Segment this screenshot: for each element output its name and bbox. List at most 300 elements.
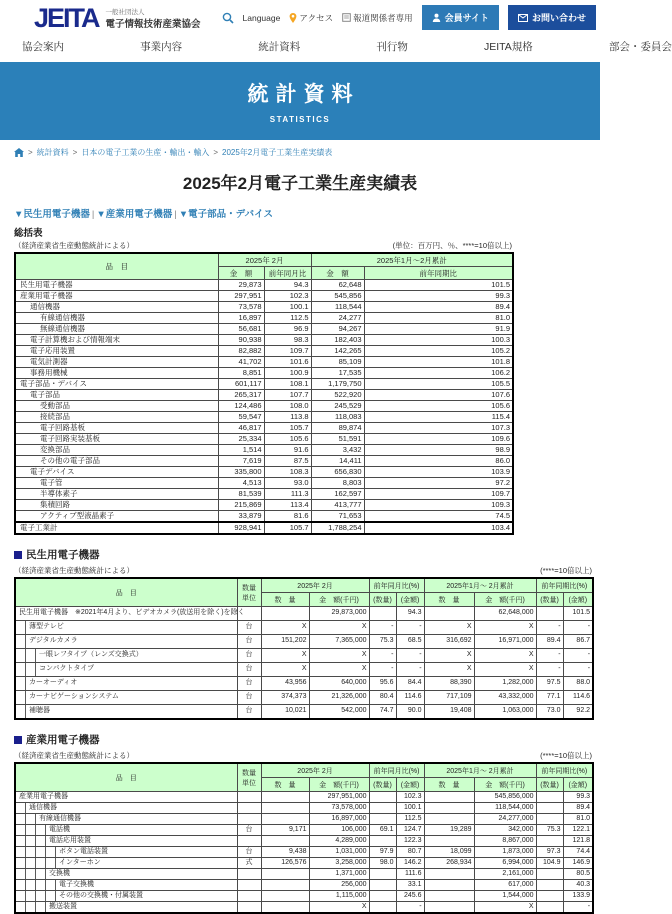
table-row [15, 691, 593, 705]
cell-value: - [369, 621, 396, 635]
indent-line [36, 858, 46, 868]
cell-value: 335,800 [218, 467, 264, 478]
cell-value: 297,951,000 [309, 792, 369, 803]
cell-value: 100.9 [264, 368, 311, 379]
home-icon[interactable] [14, 148, 24, 157]
indent-line [16, 803, 26, 813]
cell-value: 107.3 [364, 423, 513, 434]
cell-value: 109.7 [364, 489, 513, 500]
breadcrumb [14, 147, 600, 158]
cell-value: 100.3 [364, 335, 513, 346]
cell-value: 74.4 [563, 847, 593, 858]
cell-value: 162,597 [311, 489, 364, 500]
location-pin-icon [289, 13, 297, 23]
cell-value [536, 880, 563, 891]
nav-item-4[interactable]: 刊行物 [376, 41, 408, 53]
row-label: 無線通信機器 [15, 324, 218, 335]
cell-value: 97.2 [364, 478, 513, 489]
row-label: 半導体素子 [15, 489, 218, 500]
indent-line [26, 880, 36, 890]
source-note: （経済産業省生産動態統計による） [14, 241, 134, 250]
cell-value: 124.7 [396, 825, 424, 836]
cell-value: 108.3 [264, 467, 311, 478]
row-label: 電話機 [15, 825, 237, 836]
row-label: 電子応用装置 [15, 346, 218, 357]
cell-value: 62,648,000 [474, 607, 536, 621]
cell-value: 99.3 [364, 291, 513, 302]
row-label: 事務用機械 [15, 368, 218, 379]
table-row [15, 607, 593, 621]
row-label: 電子管 [15, 478, 218, 489]
cell-value: X [309, 663, 369, 677]
cell-value: 8,867,000 [474, 836, 536, 847]
cell-value: 105.6 [264, 434, 311, 445]
cell-value: - [396, 663, 424, 677]
cell-value [369, 792, 396, 803]
indent-line [26, 891, 36, 901]
nav-item-1[interactable]: 協会案内 [22, 41, 64, 53]
cell-value [424, 803, 474, 814]
cell-value: 73,578 [218, 302, 264, 313]
row-label: 電話応用装置 [15, 836, 237, 847]
access-link[interactable]: アクセス [289, 12, 333, 24]
nav-item-3[interactable]: 統計資料 [258, 41, 301, 53]
col-feb: 2025年 2月 [218, 253, 311, 267]
cell-value [261, 607, 309, 621]
table-row [15, 858, 593, 869]
cell-value: 94.3 [264, 280, 311, 291]
cell-value: 102.3 [264, 291, 311, 302]
cell-value [536, 792, 563, 803]
logo-wordmark: JEITA [34, 3, 99, 33]
cell-value [369, 607, 396, 621]
hero-title: 統計資料 [247, 83, 360, 106]
table-row [15, 869, 593, 880]
table-row [15, 635, 593, 649]
cell-value: 7,365,000 [309, 635, 369, 649]
cell-value: 97.3 [536, 847, 563, 858]
indent-line [36, 825, 46, 835]
table-row [15, 621, 593, 635]
cell-value: 297,951 [218, 291, 264, 302]
cell-value: 118,544,000 [474, 803, 536, 814]
cell-value: 113.4 [264, 500, 311, 511]
cell-value: - [563, 902, 593, 914]
cell-value: 268,934 [424, 858, 474, 869]
cell-value: 99.3 [563, 792, 593, 803]
indent-line [16, 621, 26, 634]
cell-value: 8,803 [311, 478, 364, 489]
row-label: デジタルカメラ [15, 635, 237, 649]
indent-line [46, 891, 56, 901]
cell-value: 8,851 [218, 368, 264, 379]
cell-value: 522,920 [311, 390, 364, 401]
hero-subtitle: STATISTICS [269, 115, 331, 124]
section-square-icon [14, 736, 22, 744]
cell-value: 17,535 [311, 368, 364, 379]
cell-value: 94,267 [311, 324, 364, 335]
cell-value: 86.7 [563, 635, 593, 649]
cell-value: 74.5 [364, 511, 513, 523]
site-header [0, 0, 672, 62]
cell-value: - [563, 663, 593, 677]
cell-value [536, 607, 563, 621]
cell-value: 112.5 [264, 313, 311, 324]
press-link[interactable]: 報道関係者専用 [342, 12, 413, 24]
cell-value: 122.3 [396, 836, 424, 847]
cell-value [536, 803, 563, 814]
cell-value: 96.9 [264, 324, 311, 335]
anchor-link-1[interactable]: ▼民生用電子機器 [14, 209, 90, 220]
indent-line [26, 814, 36, 824]
row-label: 民生用電子機器 ※2021年4月より、ビデオカメラ(放送用を除く)を除く [15, 607, 237, 621]
row-label: 一眼レフタイプ（レンズ交換式） [15, 649, 237, 663]
contact-button[interactable]: お問い合わせ [508, 5, 596, 30]
cell-unit [237, 836, 261, 847]
cell-value: X [474, 649, 536, 663]
indent-line [16, 858, 26, 868]
cell-value: 640,000 [309, 677, 369, 691]
breadcrumb-link[interactable]: 2025年2月電子工業生産実績表 [222, 148, 333, 157]
cell-value [369, 814, 396, 825]
indent-line [26, 649, 36, 662]
cell-value [369, 836, 396, 847]
row-label: 接続部品 [15, 412, 218, 423]
anchor-separator: | [91, 209, 95, 220]
cell-value: 1,371,000 [309, 869, 369, 880]
cell-value: 29,873,000 [309, 607, 369, 621]
cell-value: 43,332,000 [474, 691, 536, 705]
cell-value: 81,539 [218, 489, 264, 500]
cell-value: - [563, 621, 593, 635]
cell-value: 342,000 [474, 825, 536, 836]
cell-value: 126,576 [261, 858, 309, 869]
table-row [15, 902, 593, 914]
row-label: カーオーディオ [15, 677, 237, 691]
indent-line [16, 825, 26, 835]
cell-value: 75.3 [536, 825, 563, 836]
anchor-separator: | [174, 209, 177, 220]
cell-value: X [309, 649, 369, 663]
cell-value: 105.5 [364, 379, 513, 390]
summary-row [15, 467, 513, 478]
cell-value: 101.5 [364, 280, 513, 291]
cell-value: 717,109 [424, 691, 474, 705]
cell-value: X [309, 621, 369, 635]
cell-value: 151,202 [261, 635, 309, 649]
cell-value [261, 803, 309, 814]
cell-value: - [369, 663, 396, 677]
indent-line [46, 847, 56, 857]
cell-value: 7,619 [218, 456, 264, 467]
cell-value: - [396, 621, 424, 635]
cell-value: 80.4 [369, 691, 396, 705]
cell-value: 111.3 [264, 489, 311, 500]
cell-value: 1,282,000 [474, 677, 536, 691]
indent-line [16, 691, 26, 704]
cell-unit: 台 [237, 663, 261, 677]
cell-value: 18,099 [424, 847, 474, 858]
cell-value: 113.8 [264, 412, 311, 423]
cell-value: 84.4 [396, 677, 424, 691]
cell-value [536, 814, 563, 825]
cell-value: 9,438 [261, 847, 309, 858]
breadcrumb-link[interactable]: 統計資料 [36, 148, 69, 157]
indent-line [46, 858, 56, 868]
row-label: 電子部品 [15, 390, 218, 401]
indent-line [26, 869, 36, 879]
cell-unit: 台 [237, 847, 261, 858]
table-row [15, 880, 593, 891]
row-label: 補聴器 [15, 705, 237, 720]
indent-line [46, 880, 56, 890]
row-label: その他の交換機・付属装置 [15, 891, 237, 902]
cell-value: 71,653 [311, 511, 364, 523]
cell-value: 90.0 [396, 705, 424, 720]
cell-value: 4,289,000 [309, 836, 369, 847]
section-square-icon [14, 551, 22, 559]
cell-value: 80.5 [563, 869, 593, 880]
nav-item-6[interactable]: 部会・委員会 [608, 41, 672, 53]
cell-value: X [424, 663, 474, 677]
cell-value [424, 607, 474, 621]
cell-value: 102.3 [396, 792, 424, 803]
summary-row [15, 357, 513, 368]
indent-line [26, 858, 36, 868]
cell-value: 29,873 [218, 280, 264, 291]
cell-value: 88.0 [563, 677, 593, 691]
anchor-links [14, 206, 600, 220]
cell-value: 1,031,000 [309, 847, 369, 858]
col-item: 品 目 [15, 253, 218, 280]
indent-line [16, 869, 26, 879]
search-button[interactable] [222, 12, 234, 24]
nav-item-2[interactable]: 事業内容 [140, 41, 183, 53]
search-icon [222, 12, 234, 24]
indent-line [16, 677, 26, 690]
cell-value [369, 803, 396, 814]
indent-line [16, 649, 26, 662]
cell-value: 9,171 [261, 825, 309, 836]
col-amount: 金 額 [218, 267, 264, 280]
cell-value: 87.5 [264, 456, 311, 467]
cell-value: 115.4 [364, 412, 513, 423]
cell-value: 98.9 [364, 445, 513, 456]
cell-value: 142,265 [311, 346, 364, 357]
cell-value: 97.9 [369, 847, 396, 858]
indent-line [26, 847, 36, 857]
cell-value: 105.7 [264, 423, 311, 434]
cell-value [424, 814, 474, 825]
anchor-link-2[interactable]: ▼産業用電子機器 [96, 209, 173, 220]
cell-unit [237, 869, 261, 880]
star-note: (****=10倍以上) [540, 566, 592, 575]
cell-value: 374,373 [261, 691, 309, 705]
table-row [15, 677, 593, 691]
jeita-logo[interactable] [34, 5, 201, 32]
cell-value [536, 902, 563, 914]
cell-value: 14,411 [311, 456, 364, 467]
cell-value: 81.6 [264, 511, 311, 523]
mail-icon [518, 14, 528, 22]
row-label: 集積回路 [15, 500, 218, 511]
indent-line [36, 836, 46, 846]
indent-line [36, 902, 46, 912]
summary-table-title: 総括表 [14, 228, 43, 239]
row-label: コンパクトタイプ [15, 663, 237, 677]
cell-value [261, 902, 309, 914]
row-label: 産業用電子機器 [15, 291, 218, 302]
cell-value: 69.1 [369, 825, 396, 836]
summary-row [15, 324, 513, 335]
cell-unit: 台 [237, 705, 261, 720]
row-label: 有線通信機器 [15, 313, 218, 324]
cell-value: 89.4 [364, 302, 513, 313]
cell-value: 97.5 [536, 677, 563, 691]
cell-value: 1,063,000 [474, 705, 536, 720]
indent-line [16, 891, 26, 901]
indent-line [26, 902, 36, 912]
row-label: アクティブ型液晶素子 [15, 511, 218, 523]
row-label: 産業用電子機器 [15, 792, 237, 803]
indent-line [26, 663, 36, 676]
table-row [15, 649, 593, 663]
summary-row [15, 489, 513, 500]
row-label: 交換機 [15, 869, 237, 880]
cell-value: 245.6 [396, 891, 424, 902]
col-cum: 2025年1月～2月累計 [311, 253, 513, 267]
summary-row [15, 434, 513, 445]
cell-value: 41,702 [218, 357, 264, 368]
cell-value: 146.9 [563, 858, 593, 869]
cell-value: 56,681 [218, 324, 264, 335]
member-site-button[interactable]: 会員サイト [422, 5, 499, 30]
cell-value: X [474, 902, 536, 914]
anchor-link-3[interactable]: ▼電子部品・デバイス [178, 209, 273, 220]
cell-unit [237, 891, 261, 902]
cell-value: - [369, 649, 396, 663]
summary-row [15, 346, 513, 357]
cell-value: 101.5 [563, 607, 593, 621]
cell-value: 82,882 [218, 346, 264, 357]
cell-value: 121.8 [563, 836, 593, 847]
cell-value: 10,021 [261, 705, 309, 720]
industrial-notes [14, 750, 592, 761]
row-label: 電子交換機 [15, 880, 237, 891]
summary-row [15, 500, 513, 511]
summary-row [15, 445, 513, 456]
row-label: 通信機器 [15, 803, 237, 814]
summary-row [15, 401, 513, 412]
cell-unit [237, 792, 261, 803]
cell-value: 6,994,000 [474, 858, 536, 869]
cell-value: 16,971,000 [474, 635, 536, 649]
cell-value: 118,544 [311, 302, 364, 313]
cell-value: 81.0 [563, 814, 593, 825]
person-icon [432, 13, 441, 22]
cell-value: 40.3 [563, 880, 593, 891]
cell-value: 1,115,000 [309, 891, 369, 902]
cell-value: 43,956 [261, 677, 309, 691]
cell-unit [237, 880, 261, 891]
breadcrumb-separator: > [72, 148, 78, 157]
consumer-notes [14, 565, 592, 576]
indent-line [16, 705, 26, 718]
breadcrumb-link[interactable]: 日本の電子工業の生産・輸出・輸入 [81, 148, 210, 157]
cell-value [424, 869, 474, 880]
table-row [15, 803, 593, 814]
source-note: （経済産業省生産動態統計による） [14, 566, 134, 575]
summary-row [15, 478, 513, 489]
table-row [15, 825, 593, 836]
cell-value: 91.9 [364, 324, 513, 335]
nav-item-5[interactable]: JEITA規格 [484, 41, 533, 53]
cell-value: 3,432 [311, 445, 364, 456]
cell-value: 413,777 [311, 500, 364, 511]
col-feb: 2025年 2月 [261, 763, 369, 778]
indent-line [16, 880, 26, 890]
cell-unit [237, 803, 261, 814]
cell-value: 2,161,000 [474, 869, 536, 880]
row-label: その他の電子部品 [15, 456, 218, 467]
cell-value: 1,514 [218, 445, 264, 456]
cell-value: 100.1 [264, 302, 311, 313]
industrial-section-heading: 産業用電子機器 [14, 732, 600, 747]
indent-line [36, 869, 46, 879]
summary-row [15, 522, 513, 534]
cell-value: 16,897 [218, 313, 264, 324]
cell-value [261, 891, 309, 902]
col-item: 品 目 [15, 578, 237, 607]
col-yoy-period: 前年同期比(%) [536, 578, 593, 593]
row-label: インターホン [15, 858, 237, 869]
cell-value: 101.6 [264, 357, 311, 368]
cell-unit: 式 [237, 858, 261, 869]
indent-line [26, 825, 36, 835]
col-amount2: 金 額 [311, 267, 364, 280]
language-link[interactable]: Language [242, 12, 281, 23]
cell-value: 74.7 [369, 705, 396, 720]
cell-value: 146.2 [396, 858, 424, 869]
cell-value: 124,486 [218, 401, 264, 412]
cell-value [261, 880, 309, 891]
cell-value: 617,000 [474, 880, 536, 891]
cell-value: 33,879 [218, 511, 264, 523]
col-cum: 2025年1月～ 2月累計 [424, 763, 536, 778]
col-yoy-month: 前年同月比 [264, 267, 311, 280]
row-label: 受動部品 [15, 401, 218, 412]
star-note: (****=10倍以上) [540, 751, 592, 760]
cell-unit: 台 [237, 635, 261, 649]
cell-value: 33.1 [396, 880, 424, 891]
cell-value: 542,000 [309, 705, 369, 720]
cell-value: - [536, 663, 563, 677]
summary-row [15, 368, 513, 379]
cell-value: X [424, 649, 474, 663]
cell-value: - [536, 649, 563, 663]
cell-value: 95.6 [369, 677, 396, 691]
cell-value: 24,277 [311, 313, 364, 324]
cell-value: 89.4 [536, 635, 563, 649]
cell-value: 98.3 [264, 335, 311, 346]
summary-row [15, 390, 513, 401]
cell-value: 545,856 [311, 291, 364, 302]
cell-value: 51,591 [311, 434, 364, 445]
row-label: 電気計測器 [15, 357, 218, 368]
row-label: 薄型テレビ [15, 621, 237, 635]
cell-value [424, 880, 474, 891]
cell-unit [237, 814, 261, 825]
